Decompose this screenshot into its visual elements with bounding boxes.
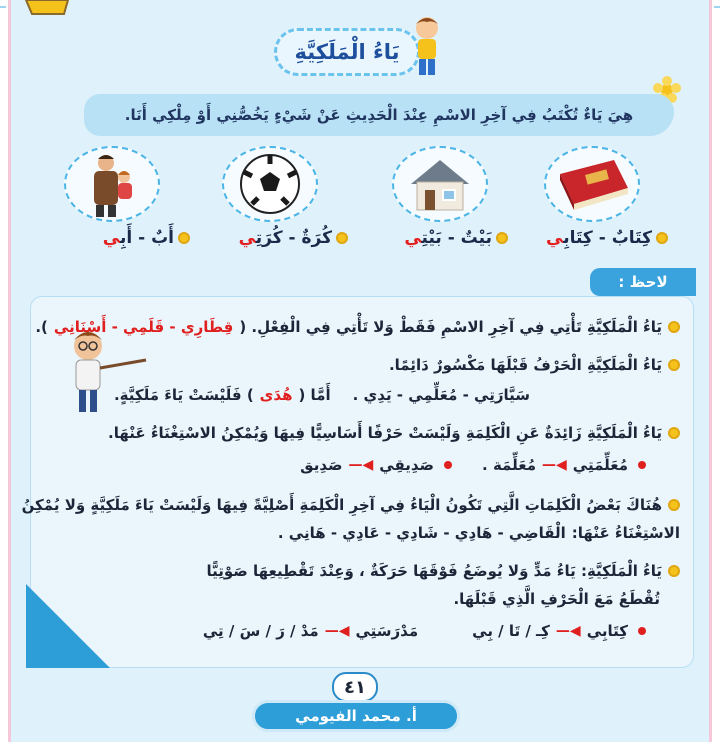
note-4: هُنَاكَ بَعْضُ الْكَلِمَاتِ الَّتِي تَكُونُ الْيَاءُ فِي آخِرِ الْكَلِمَةِ أَصْلِيَّةً فِيهَا وَلَيْسَتْ يَاءَ مَلَكِيَّةٍ وَلا يُمْكِنُ [22,496,680,514]
note-2-example: سَيَّارَتِي - مُعَلِّمِي - يَدِي . أَمَّا ( هُدَى ) فَلَيْسَتْ يَاءَ مَلَكِيَّةٍ. [113,386,530,404]
top-flag-icon [24,0,74,20]
house-icon [405,154,475,214]
arrow-icon: ◀— [541,457,567,473]
note-1: يَاءُ الْمَلَكِيَّةِ تَأْتِي فِي آخِرِ الاسْمِ فَقَطْ وَلا تَأْتِي فِي الْفِعْلِ. ( قِطَارِي - قَلَمِي - أَسْنَانِي ). [35,318,680,336]
page-title: يَاءُ الْمَلَكِيَّةِ [294,40,400,64]
author-name: أ. محمد الفيومي [252,700,460,732]
bullet-icon [668,321,680,333]
bullet-icon [668,359,680,371]
boy-icon [410,14,444,78]
father-child-icon [82,151,142,217]
definition-text: هِيَ يَاءٌ تُكْتَبُ فِي آخِرِ الاسْمِ عِنْدَ الْحَدِيثِ عَنْ شَيْءٍ يَخُصُّنِي أَوْ مِلْكِي أَنَا. [124,106,634,124]
corner-decoration [26,584,110,668]
example-word-book: كِتَابٌ - كِتَابِي [546,228,668,248]
house-circle [392,146,488,222]
note-3: يَاءُ الْمَلَكِيَّةِ زَائِدَةٌ عَنِ الْكَلِمَةِ وَلَيْسَتْ حَرْفًا أَسَاسِيًّا فِيهَا وَيُمْكِنُ الاسْتِغْنَاءُ عَنْهَا. [108,424,680,442]
bullet-icon [668,565,680,577]
notes-label: لاحظ : [590,268,696,296]
note-3-example: مُعَلِّمَتِي ◀— مُعَلِّمَة . صَدِيقِي ◀— صَدِيق [300,456,650,474]
arrow-icon: ◀— [324,623,350,639]
example-word-father: أَبٌ - أَبِي [103,228,190,248]
red-dot-icon [638,461,646,469]
bullet-icon [656,232,668,244]
note-4-cont: الاسْتِغْنَاءُ عَنْهَا: الْقَاضِي - هَادِي - شَادِي - عَادِي - هَانِي . [277,524,680,542]
bottom-strip [0,742,720,750]
ball-icon [238,152,302,216]
red-dot-icon [444,461,452,469]
bullet-icon [668,427,680,439]
bullet-icon [496,232,508,244]
title-banner [274,28,420,76]
ball-circle [222,146,318,222]
definition-box [84,94,674,136]
book-icon [552,154,632,214]
example-word-house: بَيْتٌ - بَيْتِي [404,228,508,248]
red-dot-icon [638,627,646,635]
page-number: ٤١ [332,672,378,702]
father-circle [64,146,160,222]
book-circle [544,146,640,222]
note-2: يَاءُ الْمَلَكِيَّةِ الْحَرْفُ قَبْلَهَا مَكْسُورٌ دَائِمًا. [389,356,680,374]
note-5: يَاءُ الْمَلَكِيَّةِ: يَاءُ مَدٍّ وَلا يُوضَعُ فَوْقَهَا حَرَكَةٌ ، وَعِنْدَ تَقْطِيعِهَا صَوْتِيًّا [207,562,680,580]
arrow-icon: ◀— [348,457,374,473]
bullet-icon [178,232,190,244]
bullet-icon [336,232,348,244]
bullet-icon [668,499,680,511]
note-5-cont: تُقْطَعُ مَعَ الْحَرْفِ الَّذِي قَبْلَهَا. [453,590,660,608]
note-5-example: كِتَابِي ◀— كِـ / تَا / بِي مَدْرَسَتِي ◀— مَدْ / رَ / سَ / تِي [203,622,650,640]
arrow-icon: ◀— [555,623,581,639]
example-word-ball: كُرَةٌ - كُرَتِي [239,228,348,248]
